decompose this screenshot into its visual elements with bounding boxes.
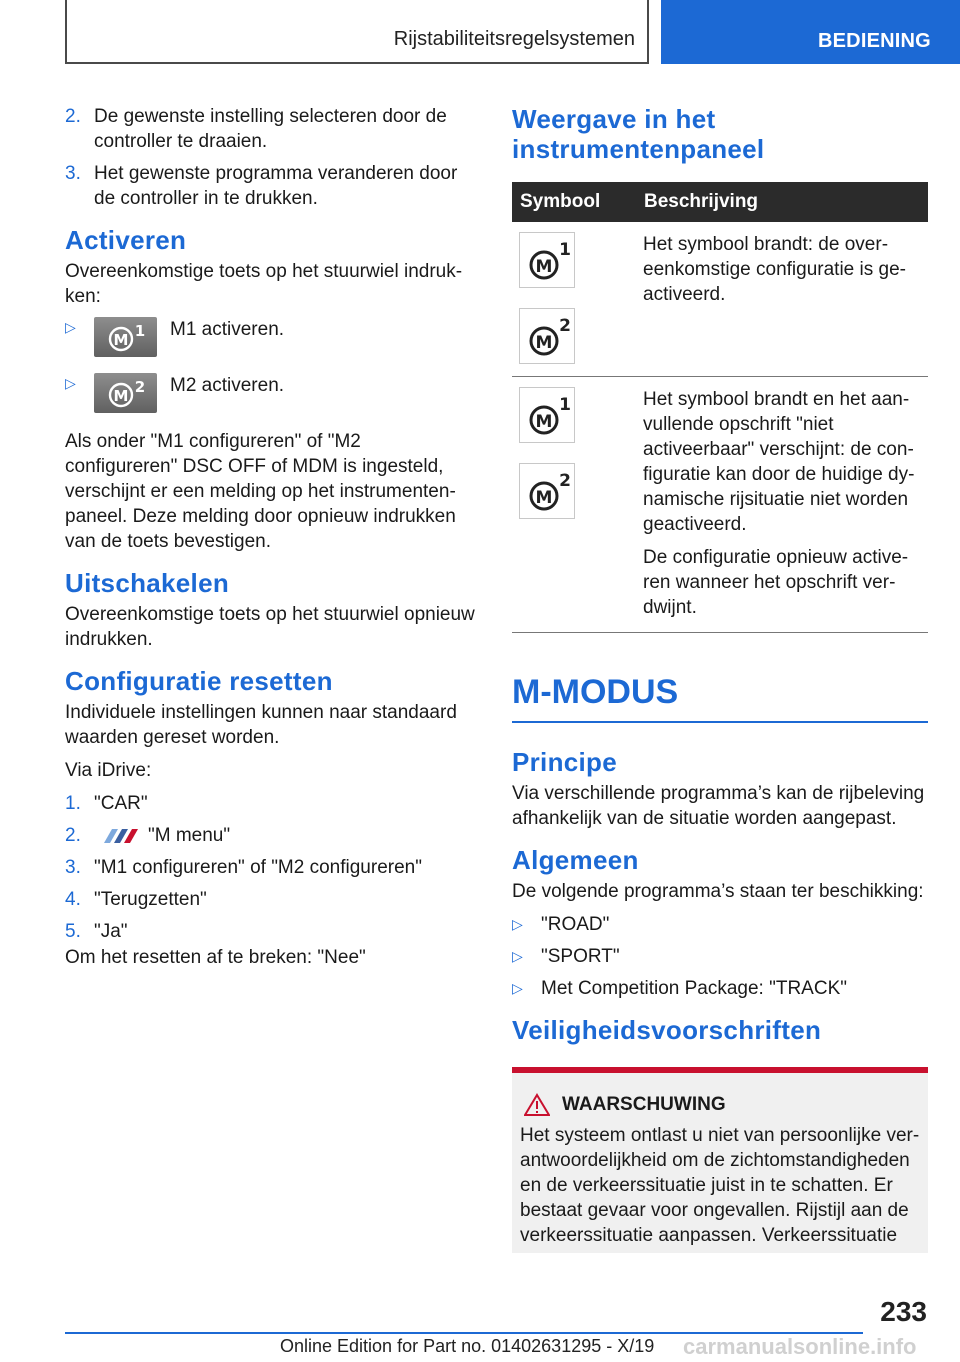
- list-item: [65, 855, 477, 880]
- reset-via: Via iDrive:: [65, 760, 152, 781]
- row2-note: De configuratie opnieuw activeren wanneer het opschrift verdwijnt.: [643, 547, 909, 618]
- svg-text:M: M: [535, 333, 553, 353]
- heading-m-modus: M-MODUS: [512, 673, 928, 723]
- step-number: 2.: [65, 106, 81, 127]
- step-number: 3.: [65, 163, 81, 184]
- svg-text:1: 1: [559, 395, 571, 415]
- activeren-note: Als onder "M1 configureren" of "M2 configureren" DSC OFF of MDM is ingesteld, verschijnt er een melding op het instrumentenpaneel. Deze melding door opnieuw indrukken van de toets bevestigen.: [65, 431, 456, 552]
- svg-text:M: M: [113, 387, 129, 405]
- header-chapter-tab[interactable]: BEDIENING: [661, 0, 960, 64]
- page-number: 233: [880, 1296, 927, 1327]
- m1-indicator-icon: [519, 387, 575, 443]
- triangle-bullet-icon: ▷: [512, 948, 523, 964]
- warning-triangle-icon: [524, 1093, 550, 1117]
- list-item: [65, 104, 477, 154]
- uitschakelen-text: Overeenkomstige toets op het stuurwiel opnieuw indrukken.: [65, 604, 475, 650]
- heading-uitschakelen: Uitschakelen: [65, 568, 230, 598]
- step-text: "Terugzetten": [94, 889, 207, 910]
- footer-watermark: carmanualsonline.info: [683, 1334, 917, 1359]
- symbol-table: [512, 182, 928, 633]
- step-number: 5.: [65, 921, 81, 942]
- svg-text:2: 2: [559, 316, 571, 336]
- svg-text:2: 2: [559, 471, 571, 491]
- algemeen-text: De volgende programma’s staan ter beschikking:: [512, 881, 924, 902]
- table-row: [512, 222, 928, 377]
- list-item: [512, 976, 928, 1001]
- footer-edition: Online Edition for Part no. 01402631295 - X/19: [280, 1336, 655, 1356]
- svg-text:M: M: [535, 257, 553, 277]
- principe-text: Via verschillende programma’s kan de rijbeleving afhankelijk van de situatie worden aangepast.: [512, 783, 925, 829]
- svg-text:M: M: [535, 412, 553, 432]
- svg-text:1: 1: [134, 322, 146, 340]
- warning-title: [520, 1093, 920, 1117]
- program-road: "ROAD": [541, 914, 610, 935]
- m2-indicator-icon: [519, 463, 575, 519]
- column-header-symbol: Symbool: [512, 182, 636, 222]
- row1-description: Het symbool brandt: de overeenkomstige configuratie is geactiveerd.: [643, 234, 906, 305]
- triangle-bullet-icon: ▷: [512, 980, 523, 996]
- step-number: 3.: [65, 857, 81, 878]
- reset-text: Individuele instellingen kunnen naar standaard waarden gereset worden.: [65, 702, 457, 748]
- warning-box: [512, 1067, 928, 1253]
- m1-indicator-icon: [519, 232, 575, 288]
- svg-text:2: 2: [134, 378, 146, 396]
- heading-activeren: Activeren: [65, 225, 187, 255]
- warning-title-text: WAARSCHUWING: [562, 1094, 726, 1115]
- list-item: [65, 887, 477, 912]
- step-number: 2.: [65, 825, 81, 846]
- heading-configuratie-resetten: Configuratie resetten: [65, 666, 333, 696]
- header-section-box: [65, 0, 649, 64]
- triangle-bullet-icon: ▷: [512, 916, 523, 932]
- left-column: [65, 104, 477, 978]
- svg-text:1: 1: [559, 240, 571, 260]
- list-item: [65, 161, 477, 211]
- activate-m1-label: M1 activeren.: [170, 319, 285, 340]
- list-item: [512, 912, 928, 937]
- step-text: "CAR": [94, 793, 148, 814]
- activate-m2-item: [65, 373, 477, 421]
- m-stripes-icon: [98, 829, 142, 843]
- right-column: [512, 104, 928, 1253]
- m2-button-icon: [94, 373, 157, 413]
- m1-button-icon: [94, 317, 157, 357]
- m2-indicator-icon: [519, 308, 575, 364]
- row2-description: Het symbool brandt en het aanvullende opschrift "niet activeerbaar" verschijnt: de configuratie kan door de huidige dynamische rijsituatie niet worden geactiveerd.: [643, 389, 915, 535]
- reset-steps: [65, 791, 477, 944]
- step-text: "M1 configureren" of "M2 configureren": [94, 857, 422, 878]
- svg-text:M: M: [113, 331, 129, 349]
- table-row: [512, 377, 928, 633]
- step-text: "Ja": [94, 921, 128, 942]
- program-sport: "SPORT": [541, 946, 620, 967]
- step-number: 1.: [65, 793, 81, 814]
- steps-continued: [65, 104, 477, 211]
- step-text: "M menu": [148, 825, 231, 846]
- svg-text:M: M: [535, 488, 553, 508]
- list-item: [65, 791, 477, 816]
- heading-algemeen: Algemeen: [512, 845, 639, 875]
- activate-m2-label: M2 activeren.: [170, 375, 285, 396]
- program-list: [512, 912, 928, 1001]
- step-number: 4.: [65, 889, 81, 910]
- step-text: Het gewenste programma veranderen door de controller in te drukken.: [94, 163, 458, 209]
- heading-principe: Principe: [512, 747, 617, 777]
- column-header-description: Beschrijving: [636, 182, 928, 222]
- heading-weergave: Weergave in het instrumentenpaneel: [512, 104, 765, 164]
- triangle-bullet-icon: ▷: [65, 319, 76, 335]
- warning-text: Het systeem ontlast u niet van persoonlijke verantwoordelijkheid om de zichtomstandigheden en de verkeerssituatie juist in te schatten. Er bestaat gevaar voor ongevallen. Rijstijl aan de verkeerssituatie aanpassen. Verkeerssituatie: [520, 1125, 920, 1246]
- program-track: Met Competition Package: "TRACK": [541, 978, 847, 999]
- activate-m1-item: [65, 317, 477, 365]
- activeren-intro: Overeenkomstige toets op het stuurwiel indrukken:: [65, 261, 463, 307]
- list-item: [65, 919, 477, 944]
- reset-cancel: Om het resetten af te breken: "Nee": [65, 947, 366, 968]
- step-text: De gewenste instelling selecteren door de controller te draaien.: [94, 106, 447, 152]
- header-section-title: Rijstabiliteitsregelsystemen: [393, 28, 635, 50]
- list-item: [65, 823, 477, 848]
- triangle-bullet-icon: ▷: [65, 375, 76, 391]
- list-item: [512, 944, 928, 969]
- heading-veiligheid: Veiligheidsvoorschriften: [512, 1015, 822, 1045]
